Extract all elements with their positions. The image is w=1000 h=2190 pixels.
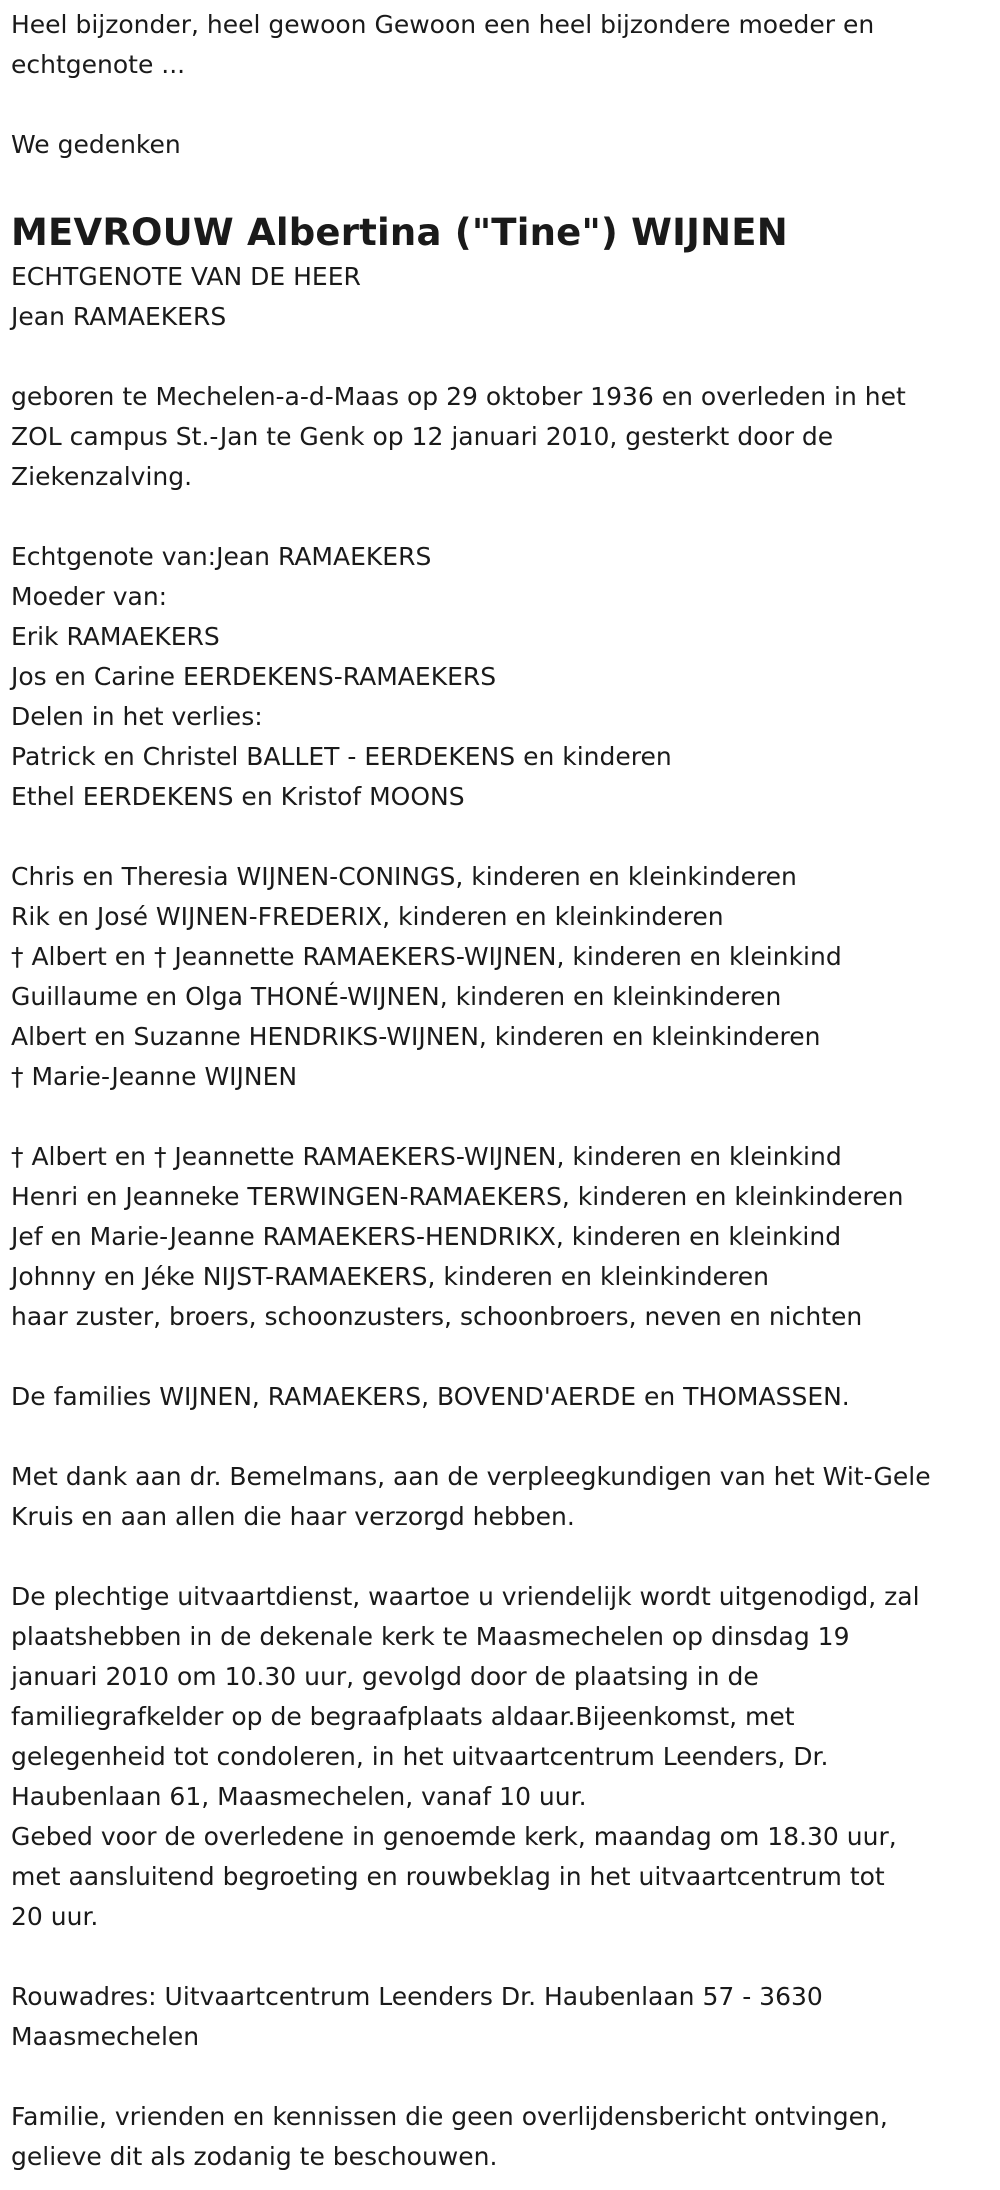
closing-line: gelieve dit als zodanig te beschouwen. xyxy=(11,2142,498,2171)
service-line: met aansluitend begroeting en rouwbeklag in het uitvaartcentrum tot xyxy=(11,1862,885,1891)
family-line: Rik en José WIJNEN-FREDERIX, kinderen en kleinkinderen xyxy=(11,902,724,931)
family-line: Albert en Suzanne HENDRIKS-WIJNEN, kinderen en kleinkinderen xyxy=(11,1022,821,1051)
birth-death-line: geboren te Mechelen-a-d-Maas op 29 oktober 1936 en overleden in het xyxy=(11,382,906,411)
deceased-name-heading: MEVROUW Albertina ("Tine") WIJNEN xyxy=(11,211,788,254)
spacer xyxy=(11,497,996,537)
service-line: Haubenlaan 61, Maasmechelen, vanaf 10 uur. xyxy=(11,1782,587,1811)
spacer xyxy=(11,1097,996,1137)
family-line: † Albert en † Jeannette RAMAEKERS-WIJNEN, kinderen en kleinkind xyxy=(11,942,842,971)
family-line: Jos en Carine EERDEKENS-RAMAEKERS xyxy=(11,662,497,691)
service-line: De plechtige uitvaartdienst, waartoe u vriendelijk wordt uitgenodigd, zal xyxy=(11,1582,920,1611)
family-line: Chris en Theresia WIJNEN-CONINGS, kinderen en kleinkinderen xyxy=(11,862,797,891)
service-line: plaatshebben in de dekenale kerk te Maasmechelen op dinsdag 19 xyxy=(11,1622,850,1651)
family-line: Delen in het verlies: xyxy=(11,702,263,731)
spacer xyxy=(11,1417,996,1457)
service-line: januari 2010 om 10.30 uur, gevolgd door de plaatsing in de xyxy=(11,1662,759,1691)
service-line: Gebed voor de overledene in genoemde kerk, maandag om 18.30 uur, xyxy=(11,1822,897,1851)
obituary-notice xyxy=(11,5,996,2177)
spacer xyxy=(11,817,996,857)
intro-line: Heel bijzonder, heel gewoon Gewoon een heel bijzondere moeder en xyxy=(11,10,875,39)
service-line: familiegrafkelder op de begraafplaats aldaar.Bijeenkomst, met xyxy=(11,1702,795,1731)
family-line: Ethel EERDEKENS en Kristof MOONS xyxy=(11,782,465,811)
family-line: † Marie-Jeanne WIJNEN xyxy=(11,1062,298,1091)
intro-line: echtgenote ... xyxy=(11,50,186,79)
thanks-line: Kruis en aan allen die haar verzorgd hebben. xyxy=(11,1502,575,1531)
service-line: 20 uur. xyxy=(11,1902,99,1931)
spacer xyxy=(11,85,996,125)
spacer xyxy=(11,337,996,377)
family-line: † Albert en † Jeannette RAMAEKERS-WIJNEN, kinderen en kleinkind xyxy=(11,1142,842,1171)
family-line: Henri en Jeanneke TERWINGEN-RAMAEKERS, kinderen en kleinkinderen xyxy=(11,1182,904,1211)
family-line: Echtgenote van:Jean RAMAEKERS xyxy=(11,542,432,571)
spouse-name: Jean RAMAEKERS xyxy=(11,302,227,331)
address-line: Rouwadres: Uitvaartcentrum Leenders Dr. Haubenlaan 57 - 3630 xyxy=(11,1982,823,2011)
family-line: Johnny en Jéke NIJST-RAMAEKERS, kinderen en kleinkinderen xyxy=(11,1262,770,1291)
family-line: Moeder van: xyxy=(11,582,168,611)
family-line: Patrick en Christel BALLET - EERDEKENS en kinderen xyxy=(11,742,672,771)
family-line: Erik RAMAEKERS xyxy=(11,622,220,651)
closing-line: Familie, vrienden en kennissen die geen overlijdensbericht ontvingen, xyxy=(11,2102,888,2131)
birth-death-line: ZOL campus St.-Jan te Genk op 12 januari 2010, gesterkt door de xyxy=(11,422,834,451)
spacer xyxy=(11,1937,996,1977)
family-line: Jef en Marie-Jeanne RAMAEKERS-HENDRIKX, kinderen en kleinkind xyxy=(11,1222,842,1251)
birth-death-line: Ziekenzalving. xyxy=(11,462,193,491)
spacer xyxy=(11,1337,996,1377)
remember-line: We gedenken xyxy=(11,130,181,159)
spacer xyxy=(11,1537,996,1577)
spacer xyxy=(11,165,996,205)
address-line: Maasmechelen xyxy=(11,2022,200,2051)
family-line: haar zuster, broers, schoonzusters, schoonbroers, neven en nichten xyxy=(11,1302,863,1331)
families-line: De families WIJNEN, RAMAEKERS, BOVEND'AERDE en THOMASSEN. xyxy=(11,1382,850,1411)
thanks-line: Met dank aan dr. Bemelmans, aan de verpleegkundigen van het Wit-Gele xyxy=(11,1462,931,1491)
spacer xyxy=(11,2057,996,2097)
spouse-label: ECHTGENOTE VAN DE HEER xyxy=(11,262,361,291)
family-line: Guillaume en Olga THONÉ-WIJNEN, kinderen en kleinkinderen xyxy=(11,982,782,1011)
service-line: gelegenheid tot condoleren, in het uitvaartcentrum Leenders, Dr. xyxy=(11,1742,829,1771)
